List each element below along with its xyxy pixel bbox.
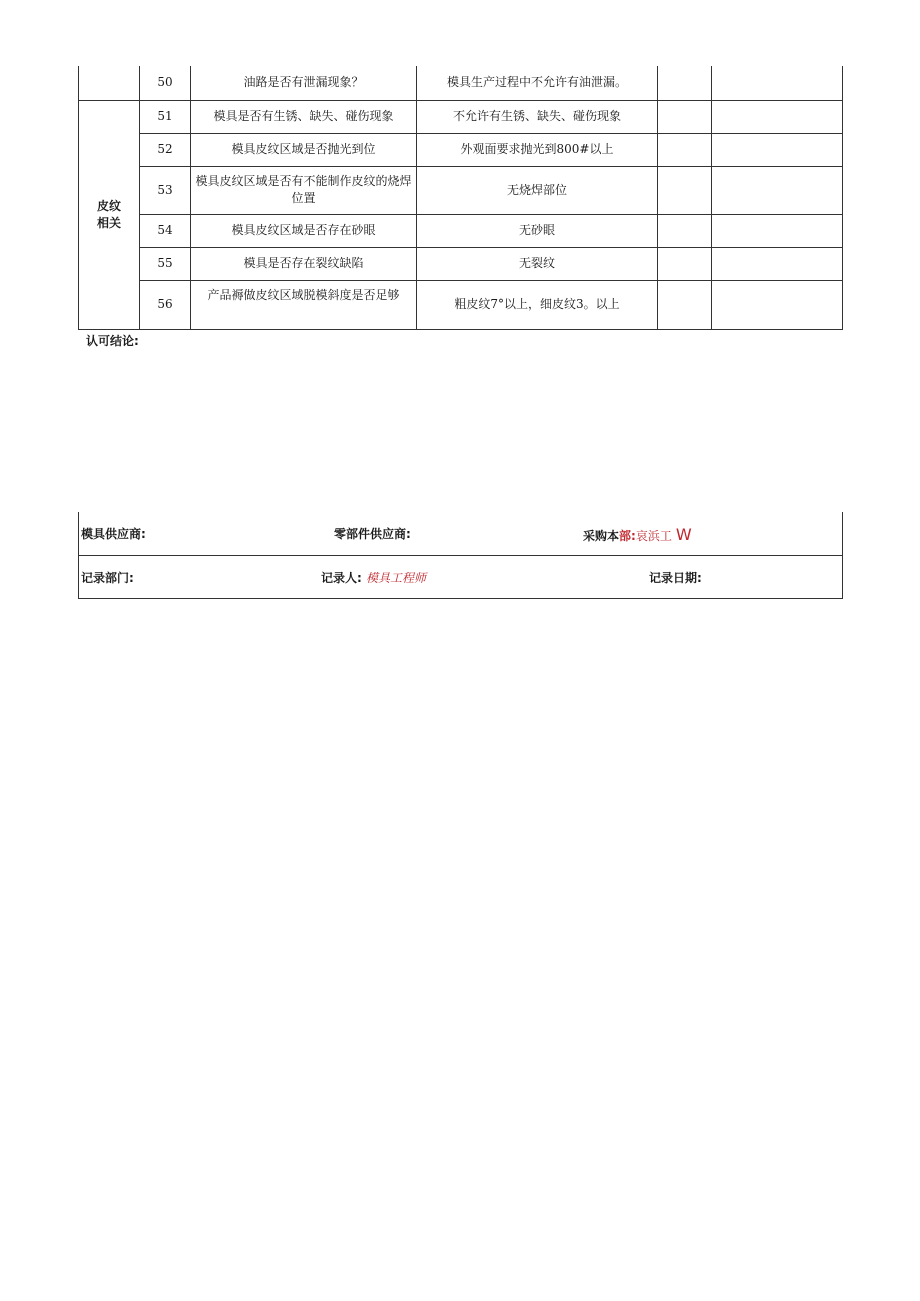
result-cell bbox=[658, 166, 712, 214]
check-item: 油路是否有泄漏现象？ bbox=[191, 66, 417, 100]
check-standard: 粗皮纹7°以上，细皮纹3。以上 bbox=[417, 280, 658, 329]
table-row bbox=[79, 214, 843, 247]
purchasing-label: 采购本 bbox=[583, 529, 620, 543]
remark-cell bbox=[712, 100, 843, 133]
parts-supplier-label: 零部件供应商: bbox=[334, 527, 411, 541]
item-number: 54 bbox=[140, 214, 191, 247]
check-standard: 外观面要求抛光到800#以上 bbox=[417, 133, 658, 166]
check-item: 模具是否存在裂纹缺陷 bbox=[191, 247, 417, 280]
table-row bbox=[79, 166, 843, 214]
item-number: 55 bbox=[140, 247, 191, 280]
category-cell-empty bbox=[79, 66, 140, 100]
remark-cell bbox=[712, 247, 843, 280]
result-cell bbox=[658, 100, 712, 133]
purchasing-signature-mark: W bbox=[675, 525, 692, 544]
table-row bbox=[79, 66, 843, 100]
signoff-row bbox=[79, 512, 842, 556]
recorder-signature: 模具工程师 bbox=[366, 571, 427, 585]
mold-supplier-label: 模具供应商: bbox=[81, 527, 146, 541]
remark-cell bbox=[712, 133, 843, 166]
recorder-label: 记录人: bbox=[321, 571, 362, 585]
category-cell bbox=[79, 100, 140, 329]
record-date-label: 记录日期: bbox=[649, 571, 702, 585]
table-row bbox=[79, 247, 843, 280]
category-line-1: 皮纹 bbox=[96, 198, 121, 213]
check-standard: 模具生产过程中不允许有油泄漏。 bbox=[417, 66, 658, 100]
item-number: 52 bbox=[140, 133, 191, 166]
item-number: 53 bbox=[140, 166, 191, 214]
result-cell bbox=[658, 280, 712, 329]
check-standard: 无砂眼 bbox=[417, 214, 658, 247]
remark-cell bbox=[712, 280, 843, 329]
category-line-2: 相关 bbox=[96, 215, 121, 230]
purchasing-signature: 哀浜工 bbox=[635, 529, 672, 543]
result-cell bbox=[658, 133, 712, 166]
check-item: 模具是否有生锈、缺失、碰伤现象 bbox=[191, 100, 417, 133]
table-row bbox=[79, 280, 843, 329]
item-number: 56 bbox=[140, 280, 191, 329]
approval-conclusion-label: 认可结论: bbox=[86, 334, 139, 348]
table-row bbox=[79, 133, 843, 166]
recorder-field bbox=[321, 569, 426, 586]
signoff-section bbox=[78, 512, 843, 599]
check-item: 模具皮纹区域是否有不能制作皮纹的烧焊位置 bbox=[191, 166, 417, 214]
result-cell bbox=[658, 247, 712, 280]
remark-cell bbox=[712, 66, 843, 100]
check-standard: 无烧焊部位 bbox=[417, 166, 658, 214]
checklist-table bbox=[78, 66, 843, 330]
check-standard: 不允许有生锈、缺失、碰伤现象 bbox=[417, 100, 658, 133]
check-item: 模具皮纹区域是否存在砂眼 bbox=[191, 214, 417, 247]
table-row bbox=[79, 100, 843, 133]
item-number: 50 bbox=[140, 66, 191, 100]
item-number: 51 bbox=[140, 100, 191, 133]
remark-cell bbox=[712, 166, 843, 214]
record-dept-label: 记录部门: bbox=[81, 571, 134, 585]
purchasing-field bbox=[583, 525, 692, 544]
check-item: 产品褥做皮纹区域脱模斜度是否足够 bbox=[191, 280, 417, 329]
result-cell bbox=[658, 66, 712, 100]
purchasing-signature-prefix: 部: bbox=[619, 529, 636, 543]
signoff-row bbox=[79, 556, 842, 599]
remark-cell bbox=[712, 214, 843, 247]
check-standard: 无裂纹 bbox=[417, 247, 658, 280]
result-cell bbox=[658, 214, 712, 247]
check-item: 模具皮纹区域是否抛光到位 bbox=[191, 133, 417, 166]
